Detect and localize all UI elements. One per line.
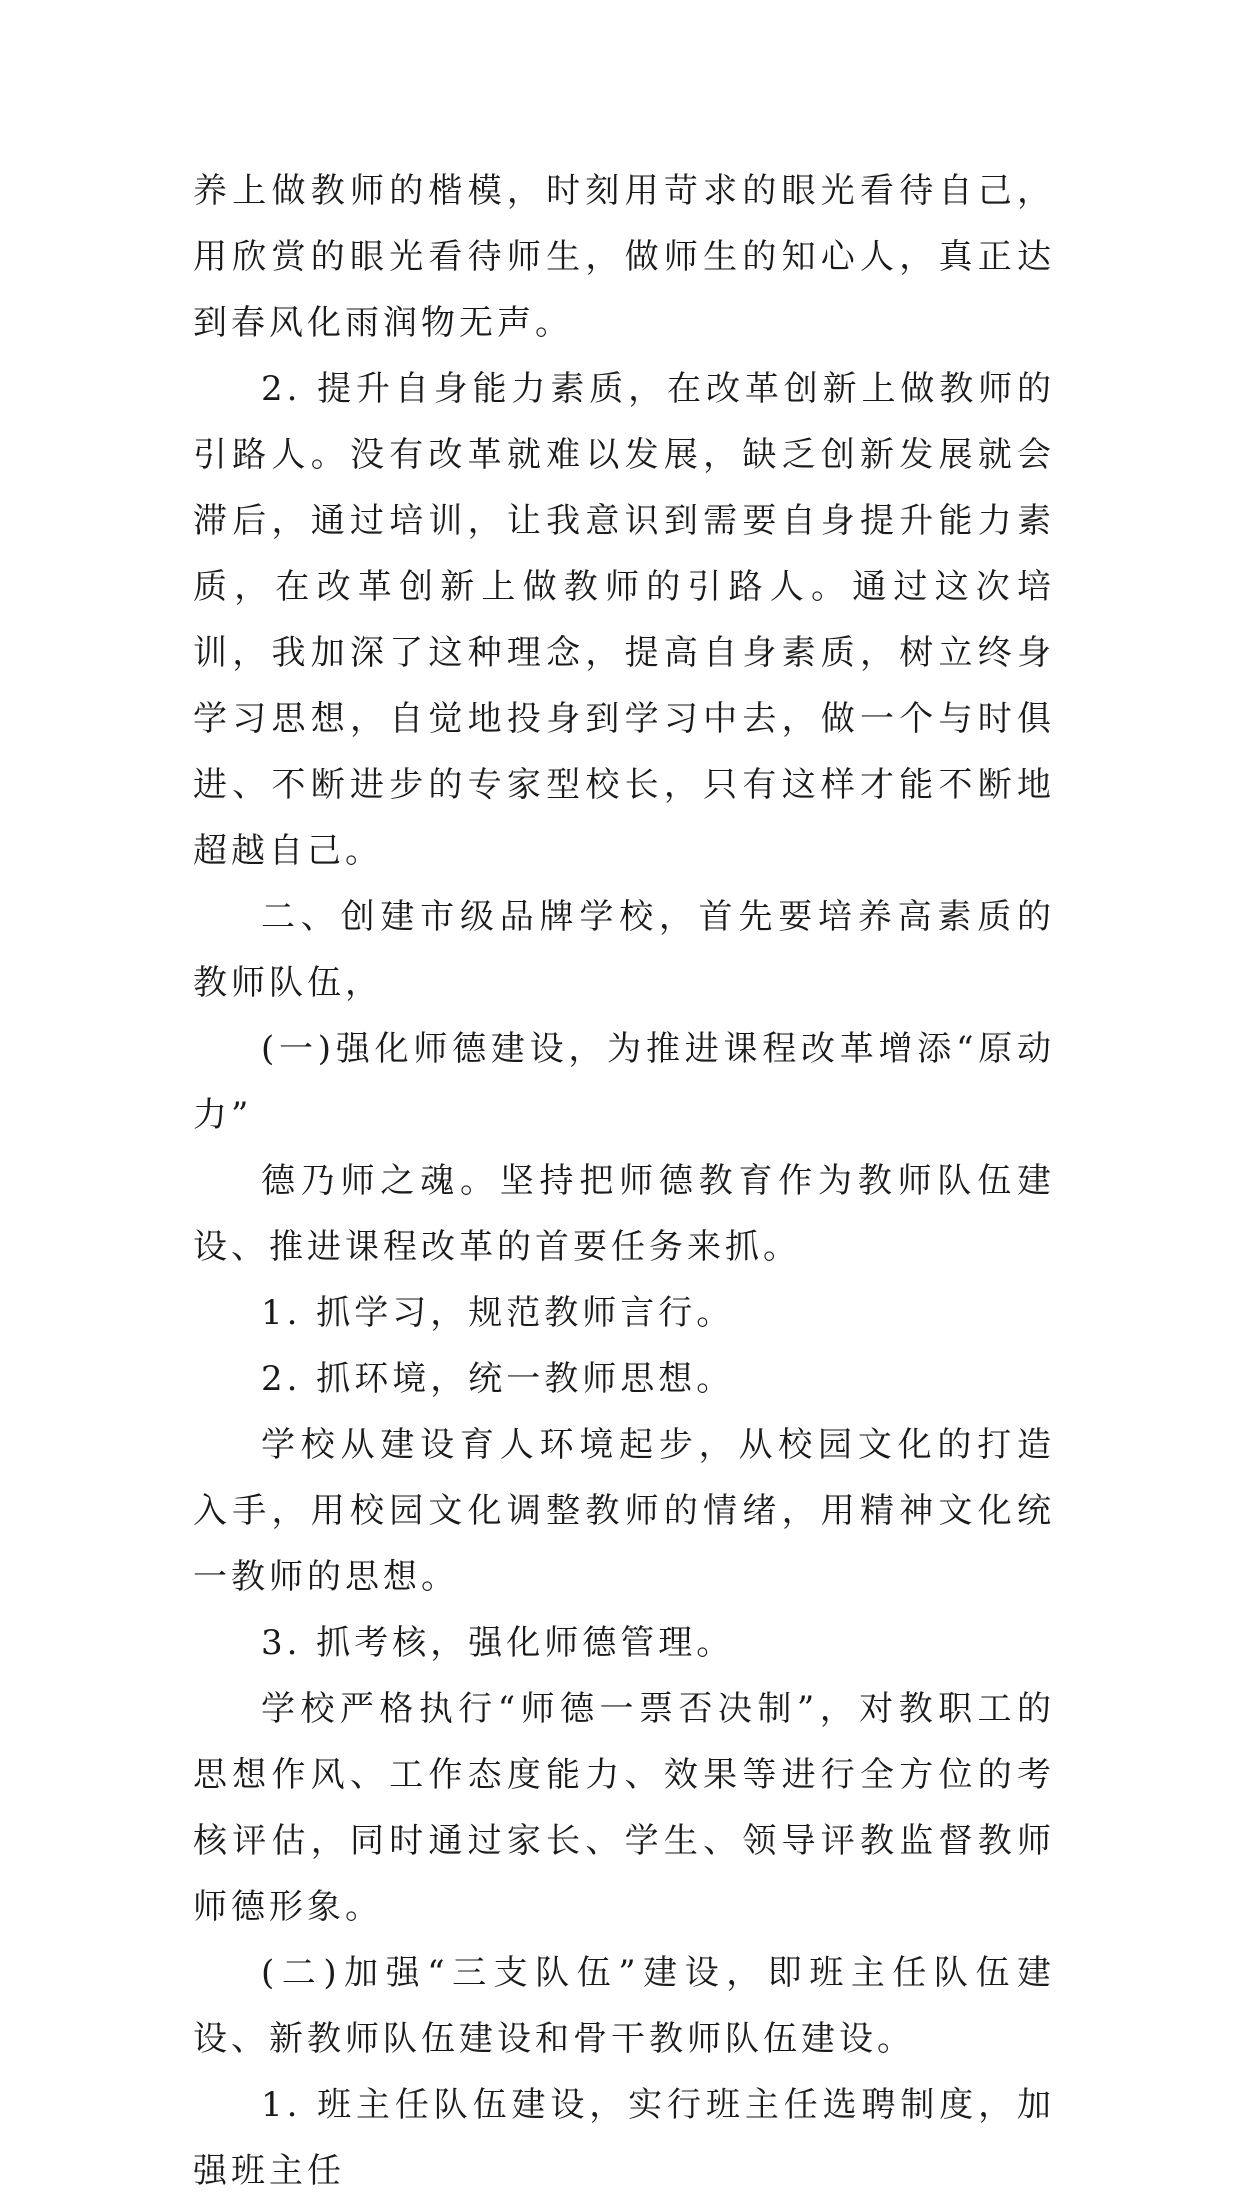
subsection-heading: (一)强化师德建设，为推进课程改革增添“原动力”	[193, 1029, 1055, 1135]
list-item: 3. 抓考核，强化师德管理。	[261, 1623, 735, 1663]
paragraph: 学校从建设育人环境起步，从校园文化的打造入手，用校园文化调整教师的情绪，用精神文化统一教师的思想。	[193, 1425, 1055, 1597]
list-item: 1. 抓学习，规范教师言行。	[261, 1293, 735, 1333]
document-body	[193, 158, 1055, 2204]
list-item: 1. 班主任队伍建设，实行班主任选聘制度，加强班主任	[193, 2085, 1055, 2191]
paragraph: 学校严格执行“师德一票否决制”，对教职工的思想作风、工作态度能力、效果等进行全方位的考核评估，同时通过家长、学生、领导评教监督教师师德形象。	[193, 1689, 1055, 1927]
paragraph: 2. 提升自身能力素质，在改革创新上做教师的引路人。没有改革就难以发展，缺乏创新发展就会滞后，通过培训，让我意识到需要自身提升能力素质，在改革创新上做教师的引路人。通过这次培训，我加深了这种理念，提高自身素质，树立终身学习思想，自觉地投身到学习中去，做一个与时俱进、不断进步的专家型校长，只有这样才能不断地超越自己。	[193, 369, 1055, 871]
list-item: 2. 抓环境，统一教师思想。	[261, 1359, 735, 1399]
section-heading: 二、创建市级品牌学校，首先要培养高素质的教师队伍，	[193, 897, 1055, 1003]
paragraph: 德乃师之魂。坚持把师德教育作为教师队伍建设、推进课程改革的首要任务来抓。	[193, 1161, 1055, 1267]
paragraph: 养上做教师的楷模，时刻用苛求的眼光看待自己，用欣赏的眼光看待师生，做师生的知心人，真正达到春风化雨润物无声。	[193, 171, 1055, 343]
subsection-heading: (二)加强“三支队伍”建设，即班主任队伍建设、新教师队伍建设和骨干教师队伍建设。	[193, 1953, 1055, 2059]
